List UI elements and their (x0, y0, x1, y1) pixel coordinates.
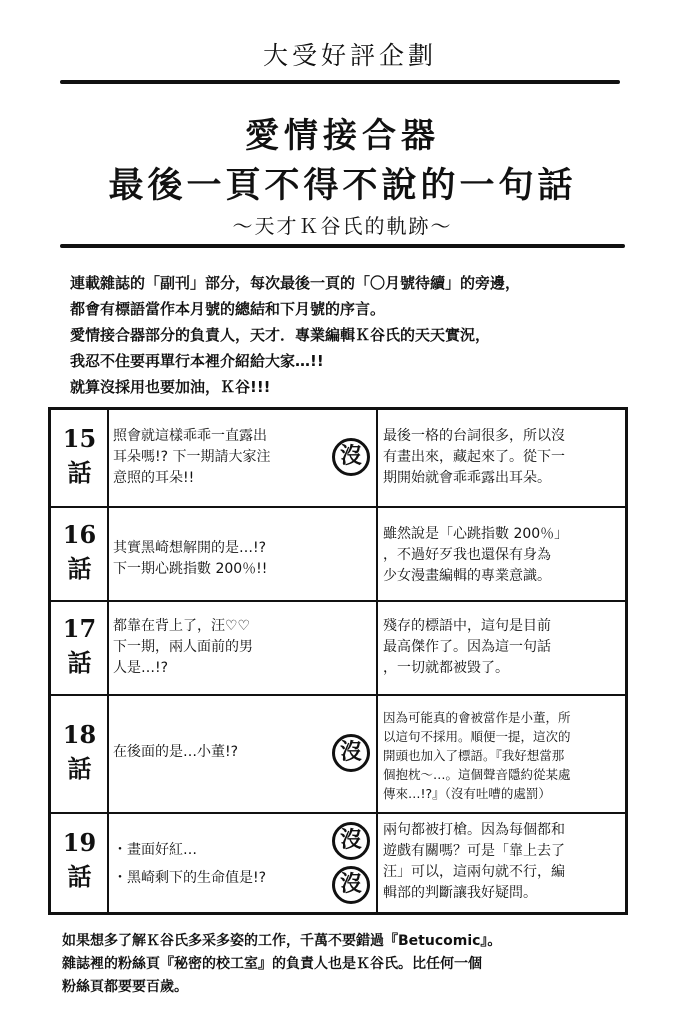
rejected-stamp: 沒 (332, 866, 370, 904)
title-line-2: 最後一頁不得不說的一句話 (108, 166, 577, 206)
issue-number: 18 話 (62, 720, 97, 783)
page-header: 大受好評企劃 (262, 41, 437, 70)
intro-paragraph (70, 270, 650, 400)
table-row (51, 696, 625, 814)
footer-line: 粉絲頁都要要百歲。 (62, 979, 188, 995)
comment-text: 最後一格的台詞很多，所以沒 有畫出來，藏起來了。從下一 期開始就會乖乖露出耳朵。 (383, 428, 565, 486)
subtitle: ～天才Ｋ谷氏的軌跡～ (232, 214, 453, 238)
footer-paragraph (62, 930, 662, 999)
rejected-stamp: 沒 (332, 734, 370, 772)
rejected-stamp: 沒 (332, 438, 370, 476)
slogan-text: 其實黑崎想解開的是…!? 下一期心跳指數 200％!! (113, 540, 268, 577)
comment-text: 雖然說是「心跳指數 200％」 ，不過好歹我也還保有身為 少女漫畫編輯的專業意識。 (383, 526, 569, 584)
comment-text: 因為可能真的會被當作是小董，所 以這句不採用。順便一提，這次的 開頭也加入了標語。『我好想當那 個抱枕～…。這個聲音隱約從某處 傳來…!?』（沒有吐嘈的處罰） (383, 710, 571, 801)
table-row (51, 508, 625, 602)
title-line-1: 愛情接合器 (245, 116, 440, 156)
footer-line: 雜誌裡的粉絲頁『秘密的校工室』的負責人也是Ｋ谷氏。比任何一個 (62, 956, 482, 972)
title-rule (60, 244, 625, 248)
intro-line: 就算沒採用也要加油，Ｋ谷!!! (70, 378, 271, 396)
table-row (51, 602, 625, 696)
comment-text: 殘存的標語中，這句是目前 最高傑作了。因為這一句話 ，一切就都被毀了。 (383, 618, 551, 676)
intro-line: 連載雜誌的「副刊」部分，每次最後一頁的「〇月號待續」的旁邊， (70, 274, 521, 292)
intro-line: 愛情接合器部分的負責人，天才．專業編輯Ｋ谷氏的天天實況， (70, 326, 491, 344)
table-row (51, 814, 625, 912)
comment-text: 兩句都被打槍。因為每個都和 遊戲有關嗎？可是「靠上去了 汪」可以，這兩句就不行，編 輯部的判斷讓我好疑問。 (383, 822, 565, 901)
slogan-text: 照會就這樣乖乖一直露出 耳朵嗎!? 下一期請大家注 意照的耳朵!! (113, 428, 271, 486)
intro-line: 都會有標語當作本月號的總結和下月號的序言。 (70, 300, 386, 318)
footer-line: 如果想多了解Ｋ谷氏多采多姿的工作，千萬不要錯過『Betucomic』。 (62, 933, 502, 949)
issue-number: 19 話 (62, 828, 97, 891)
slogan-text: 都靠在背上了，汪♡♡ 下一期，兩人面前的男 人是…!? (113, 618, 253, 676)
slogan-text: 在後面的是…小董!? (113, 744, 239, 760)
rejected-stamp: 沒 (332, 822, 370, 860)
issue-number: 16 話 (62, 520, 97, 583)
slogan-table (48, 407, 628, 915)
header-rule (60, 80, 620, 84)
issue-number: 15 話 (62, 424, 97, 487)
table-row (51, 410, 625, 508)
slogan-text: ・畫面好紅… ・黑崎剩下的生命值是!? (113, 842, 267, 886)
intro-line: 我忍不住要再單行本裡介紹給大家…!! (70, 352, 324, 370)
issue-number: 17 話 (62, 614, 97, 677)
